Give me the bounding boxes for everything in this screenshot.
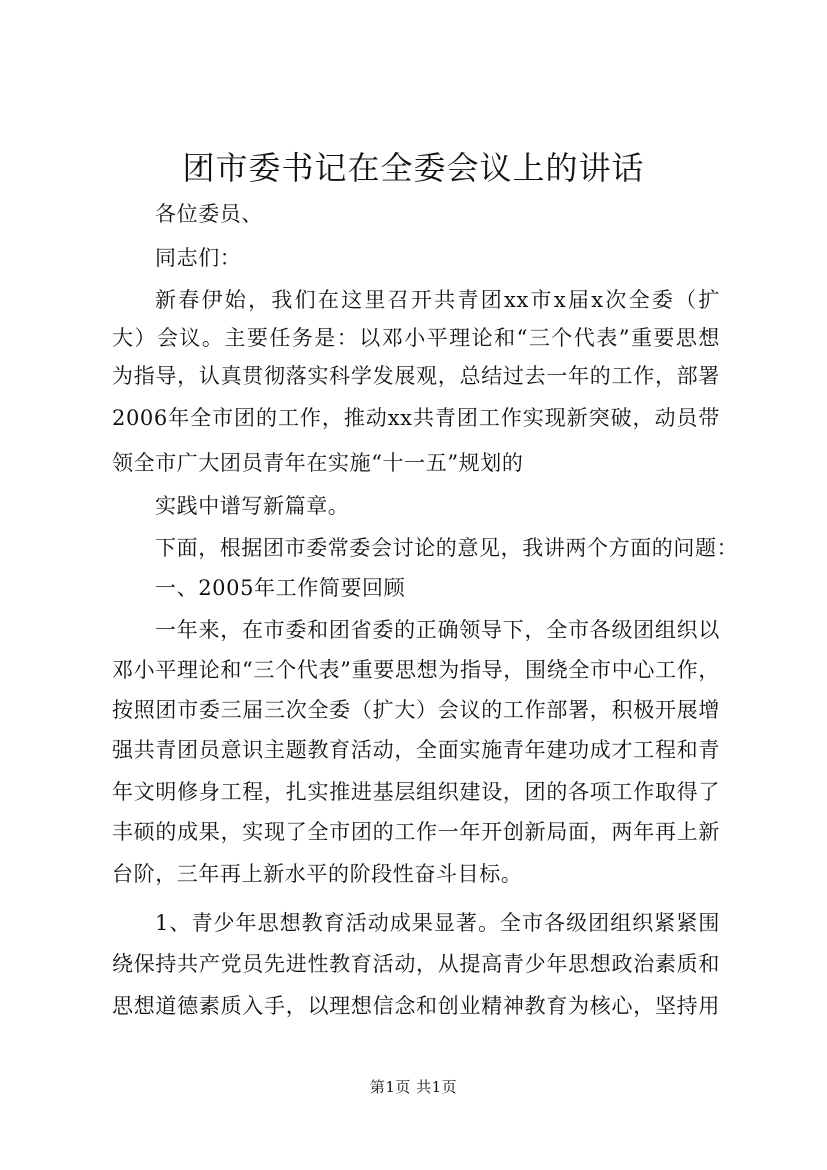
salutation-line: 同志们：: [155, 246, 242, 270]
paragraph-line: 下面，根据团市委常委会讨论的意见，我讲两个方面的问题：: [155, 536, 739, 560]
paragraph-line: 一年来，在市委和团省委的正确领导下，全市各级团组织以: [155, 618, 720, 642]
section-heading: 一、2005年工作简要回顾: [155, 576, 406, 600]
paragraph-line: 强共青团员意识主题教育活动，全面实施青年建功成才工程和青: [112, 738, 720, 762]
paragraph-line: 思想道德素质入手，以理想信念和创业精神教育为核心，坚持用: [112, 994, 720, 1018]
paragraph-line: 领全市广大团员青年在实施“十一五”规划的: [112, 451, 524, 475]
page-number-footer: 第1页 共1页: [369, 1078, 458, 1096]
paragraph-line: 1、青少年思想教育活动成果显著。全市各级团组织紧紧围: [155, 911, 720, 935]
paragraph-line: 实践中谱写新篇章。: [155, 494, 350, 518]
paragraph-line: 邓小平理论和“三个代表”重要思想为指导，围绕全市中心工作，: [112, 658, 720, 682]
paragraph-line: 台阶，三年再上新水平的阶段性奋斗目标。: [112, 862, 523, 886]
paragraph-line: 年文明修身工程，扎实推进基层组织建设，团的各项工作取得了: [112, 780, 720, 804]
paragraph-line: 2006年全市团的工作，推动xx共青团工作实现新突破，动员带: [112, 406, 720, 430]
salutation-line: 各位委员、: [155, 202, 263, 226]
paragraph-line: 绕保持共产党员先进性教育活动，从提高青少年思想政治素质和: [112, 952, 720, 976]
paragraph-line: 新春伊始，我们在这里召开共青团xx市x届x次全委（扩: [155, 288, 720, 312]
document-title: 团市委书记在全委会议上的讲话: [182, 149, 645, 187]
paragraph-line: 大）会议。主要任务是：以邓小平理论和“三个代表”重要思想: [112, 326, 720, 350]
paragraph-line: 按照团市委三届三次全委（扩大）会议的工作部署，积极开展增: [112, 698, 720, 722]
paragraph-line: 丰硕的成果，实现了全市团的工作一年开创新局面，两年再上新: [112, 820, 720, 844]
paragraph-line: 为指导，认真贯彻落实科学发展观，总结过去一年的工作，部署: [112, 364, 720, 388]
